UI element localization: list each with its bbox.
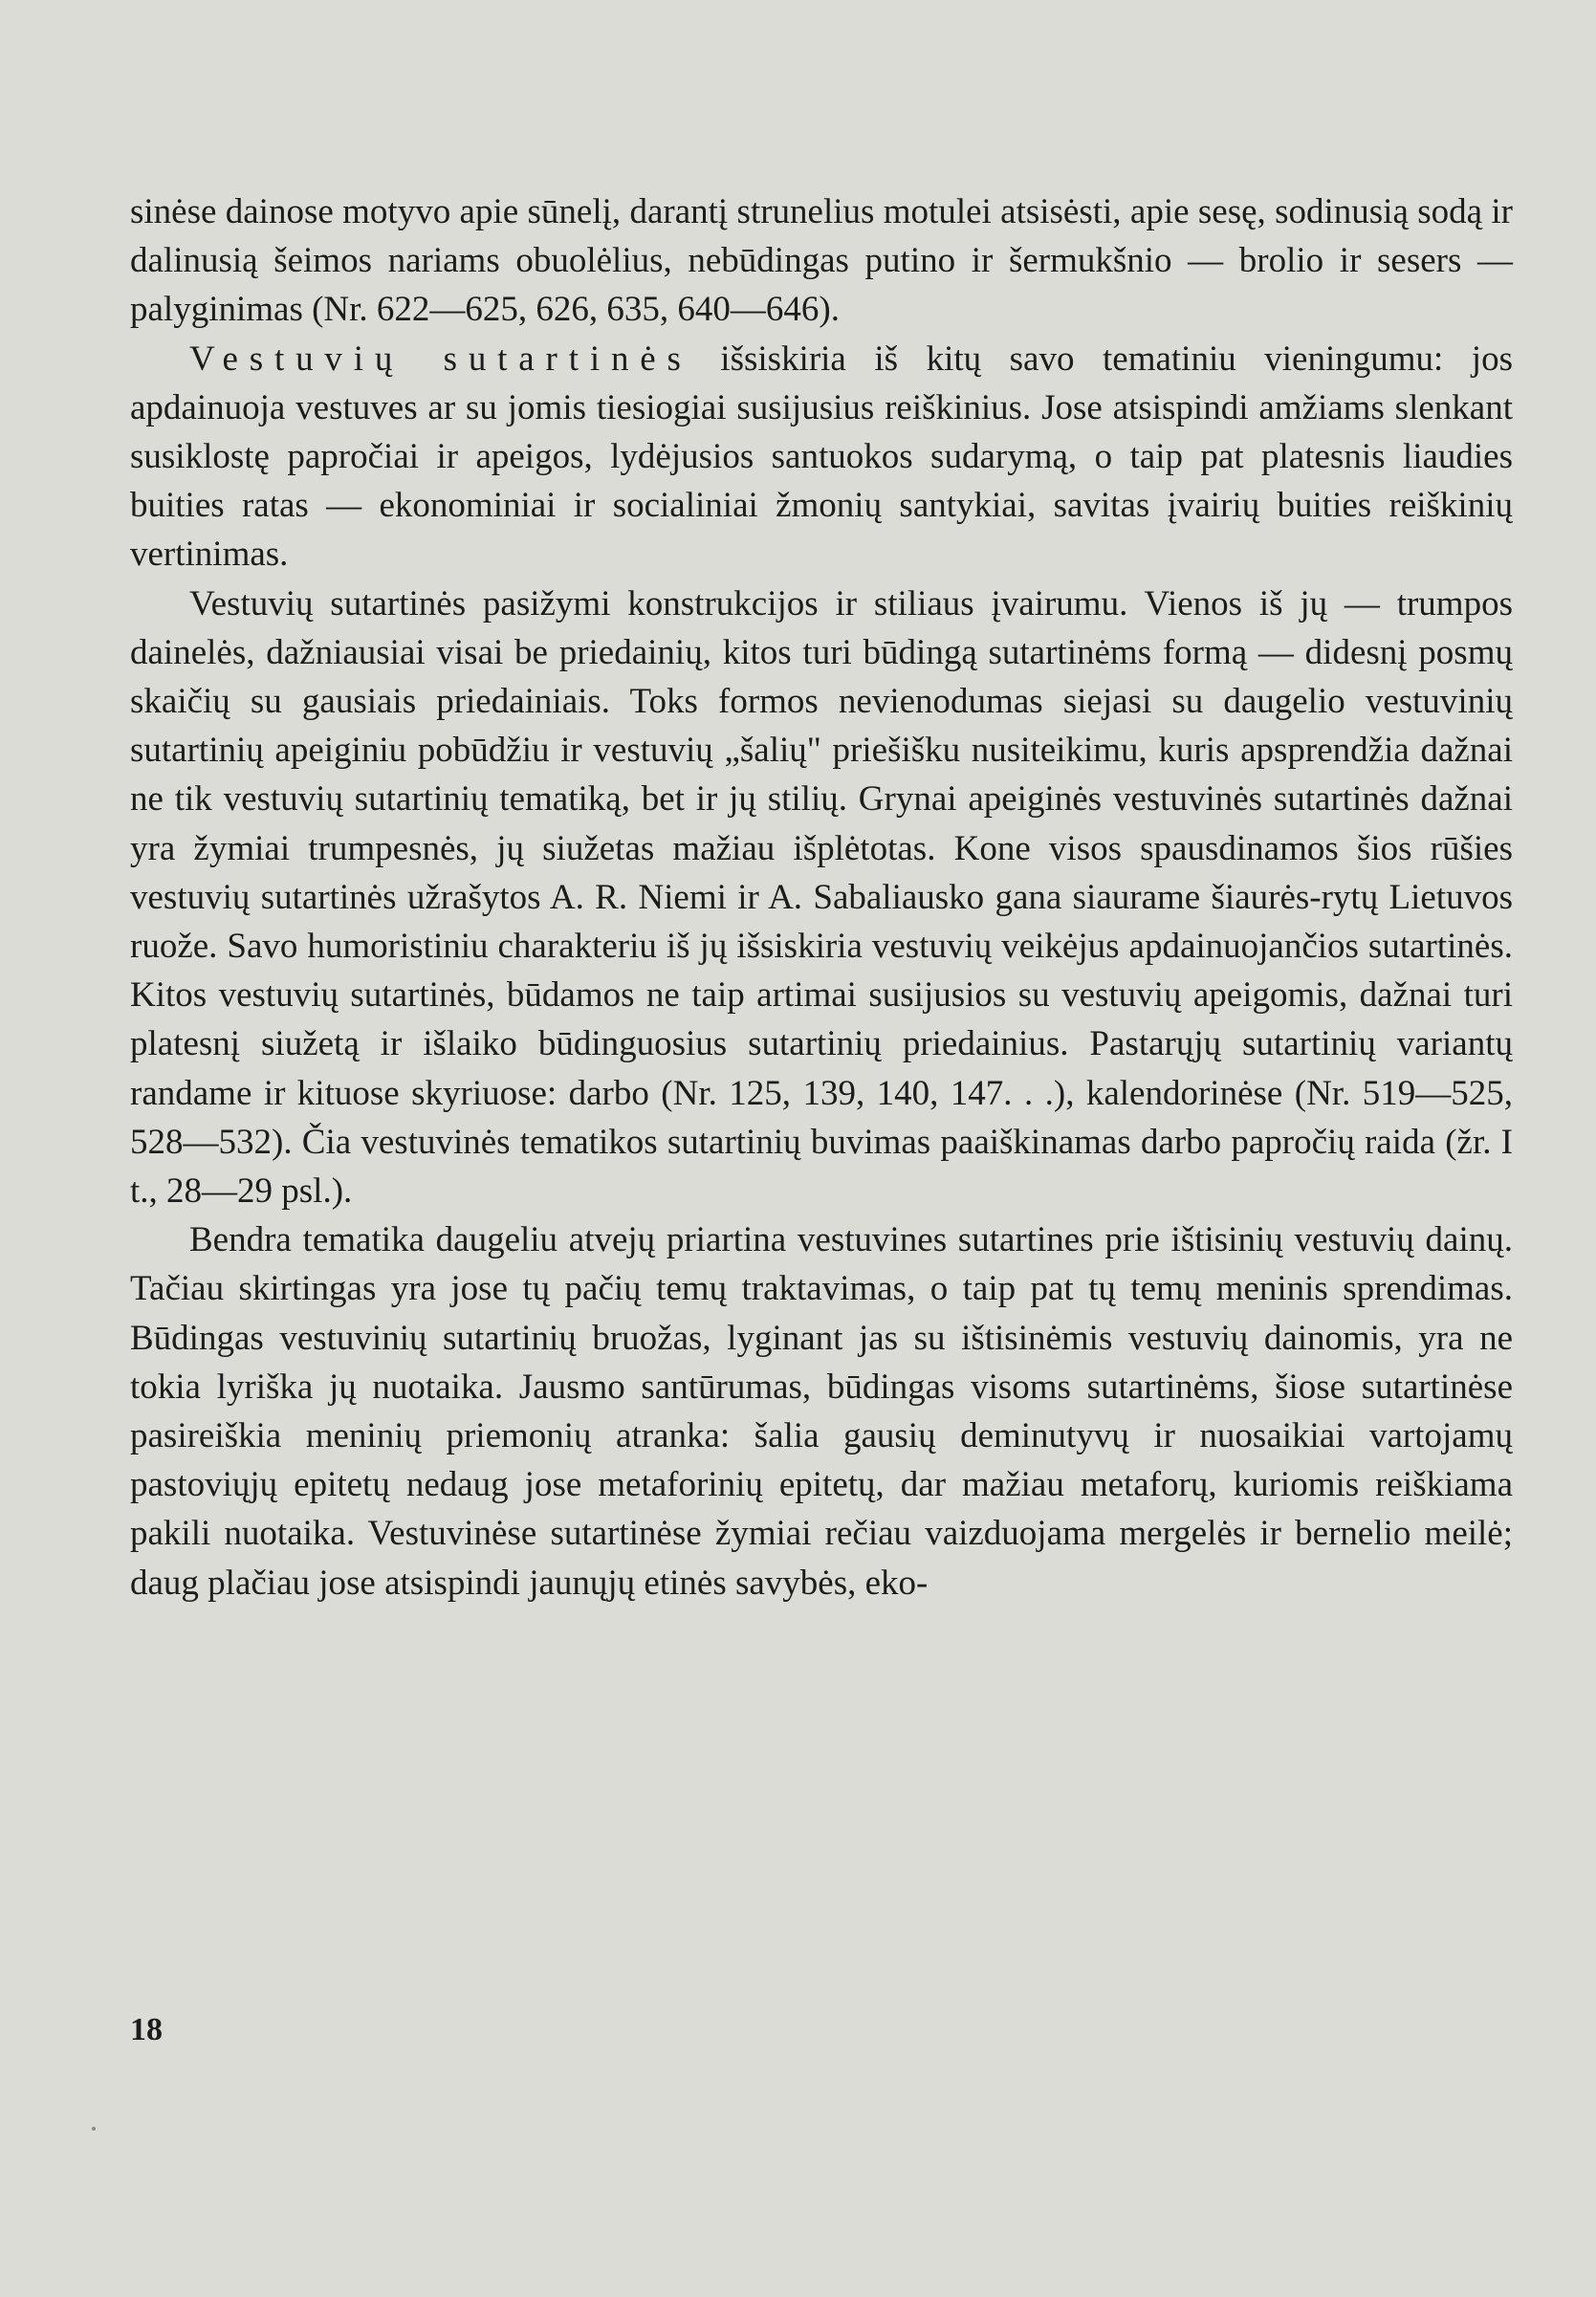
body-text — [130, 187, 1513, 1608]
paragraph-2-text: išsiskiria iš kitų savo tematiniu vieningumu: jos apdainuoja vestuves ar su jomis tiesiogiai susijusius reiškinius. Jose atsispindi amžiams slenkant susiklostę papročiai ir apeigos, lydėjusios santuokos sudarymą, o taip pat platesnis liaudies buities ratas — ekonominiai ir socialiniai žmonių santykiai, savitas įvairių buities reiškinių vertinimas. — [130, 339, 1513, 575]
page-number: 18 — [130, 2012, 163, 2047]
spaced-heading-term: Vestuvių sutartinės — [189, 339, 692, 379]
paragraph-1: sinėse dainose motyvo apie sūnelį, darantį strunelius motulei atsisėsti, apie sesę, sodinusią sodą ir dalinusią šeimos nariams obuolėlius, nebūdingas putino ir šermukšnio — brolio ir sesers — palyginimas (Nr. 622—625, 626, 635, 640—646). — [130, 192, 1513, 330]
paragraph-4: Bendra tematika daugeliu atvejų priartina vestuvines sutartines prie ištisinių vestuvių dainų. Tačiau skirtingas yra jose tų pačių temų traktavimas, o taip pat tų temų meninis sprendimas. Būdingas vestuvinių sutartinių bruožas, lyginant jas su ištisinėmis vestuvių dainomis, yra ne tokia lyriška jų nuotaika. Jausmo santūrumas, būdingas visoms sutartinėms, šiose sutartinėse pasireiškia meninių priemonių atranka: šalia gausių deminutyvų ir nuosaikiai vartojamų pastoviųjų epitetų nedaug jose metaforinių epitetų, dar mažiau metaforų, kuriomis reiškiama pakili nuotaika. Vestuvinėse sutartinėse žymiai rečiau vaizduojama mergelės ir bernelio meilė; daug plačiau jose atsispindi jaunųjų etinės savybės, eko- — [130, 1220, 1513, 1603]
paragraph-3: Vestuvių sutartinės pasižymi konstrukcijos ir stiliaus įvairumu. Vienos iš jų — trumpos dainelės, dažniausiai visai be priedainių, kitos turi būdingą sutartinėms formą — didesnį posmų skaičių su gausiais priedainiais. Toks formos nevienodumas siejasi su daugelio vestuvinių sutartinių apeiginiu pobūdžiu ir vestuvių „šalių" priešišku nusiteikimu, kuris apsprendžia dažnai ne tik vestuvių sutartinių tematiką, bet ir jų stilių. Grynai apeiginės vestuvinės sutartinės dažnai yra žymiai trumpesnės, jų siužetas mažiau išplėtotas. Kone visos spausdinamos šios rūšies vestuvių sutartinės užrašytos A. R. Niemi ir A. Sabaliausko gana siaurame šiaurės-rytų Lietuvos ruože. Savo humoristiniu charakteriu iš jų išsiskiria vestuvių veikėjus apdainuojančios sutartinės. Kitos vestuvių sutartinės, būdamos ne taip artimai susijusios su vestuvių apeigomis, dažnai turi platesnį siužetą ir išlaiko būdinguosius sutartinių priedainius. Pastarųjų sutartinių variantų randame ir kituose skyriuose: darbo (Nr. 125, 139, 140, 147. . .), kalendorinėse (Nr. 519—525, 528—532). Čia vestuvinės tematikos sutartinių buvimas paaiškinamas darbo papročių raida (žr. I t., 28—29 psl.). — [130, 583, 1513, 1212]
paragraph-2 — [130, 335, 1513, 580]
paper-speck — [92, 2127, 96, 2131]
